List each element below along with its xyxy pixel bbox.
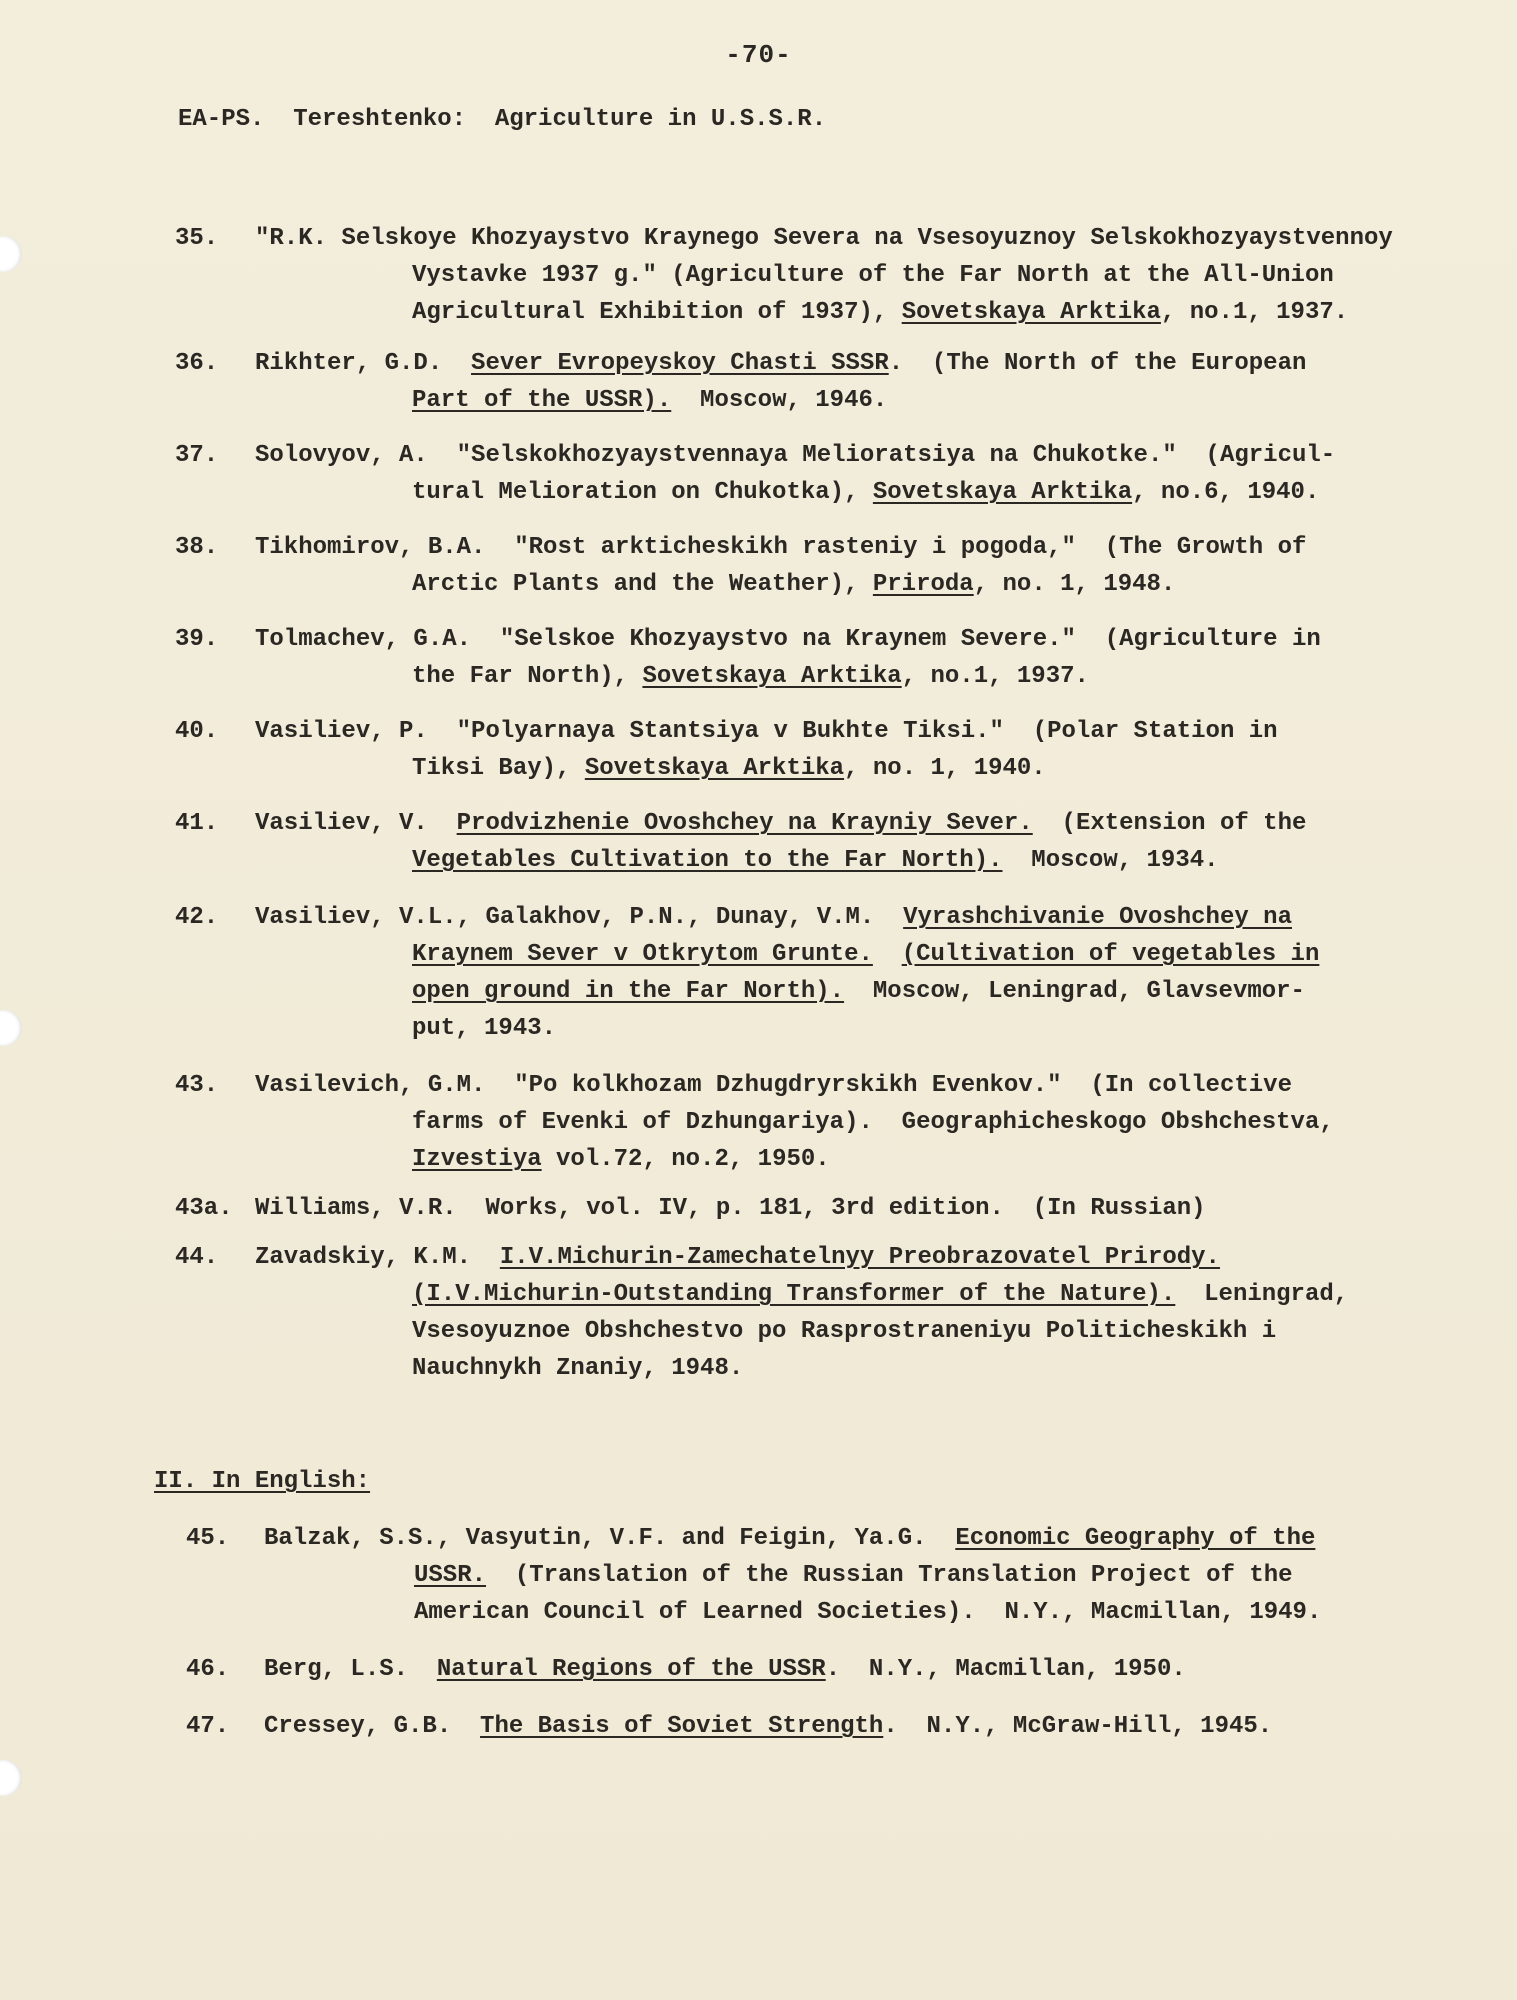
entry-number: 42. bbox=[175, 904, 219, 931]
text-segment: Tiksi Bay), bbox=[412, 755, 585, 782]
entry-text bbox=[264, 1651, 1464, 1688]
underlined-title: Sovetskaya Arktika bbox=[642, 663, 902, 690]
text-segment: Vasilevich, G.M. "Po kolkhozam Dzhugdryrskikh Evenkov." (In collective bbox=[255, 1072, 1292, 1099]
entry-number: 41. bbox=[175, 810, 219, 837]
underlined-title: Economic Geography of the bbox=[955, 1525, 1316, 1552]
entry-line bbox=[255, 382, 1455, 419]
entry-number: 43. bbox=[175, 1072, 219, 1099]
bibliography-entry bbox=[175, 713, 1475, 787]
entry-number: 39. bbox=[175, 626, 219, 653]
bibliography-entry bbox=[175, 1067, 1475, 1178]
entry-text bbox=[255, 220, 1455, 331]
bibliography-entry bbox=[186, 1651, 1486, 1688]
entry-number: 40. bbox=[175, 718, 219, 745]
text-segment: . N.Y., McGraw-Hill, 1945. bbox=[883, 1713, 1273, 1740]
bibliography-entry bbox=[175, 529, 1475, 603]
bibliography-entry bbox=[186, 1708, 1486, 1745]
entry-line bbox=[255, 437, 1455, 474]
entry-text bbox=[255, 1239, 1455, 1387]
punch-hole bbox=[0, 1760, 22, 1796]
entry-line bbox=[255, 1239, 1455, 1276]
entry-line bbox=[255, 973, 1455, 1010]
entry-text bbox=[255, 713, 1455, 787]
underlined-title: I.V.Michurin-Zamechatelnyy Preobrazovatel Prirody. bbox=[499, 1244, 1220, 1271]
entry-line bbox=[255, 713, 1455, 750]
text-segment bbox=[873, 941, 902, 968]
entry-number: 45. bbox=[186, 1525, 230, 1552]
text-segment: . N.Y., Macmillan, 1950. bbox=[825, 1656, 1186, 1683]
text-segment: Moscow, Leningrad, Glavsevmor- bbox=[844, 978, 1305, 1005]
text-segment: Nauchnykh Znaniy, 1948. bbox=[412, 1355, 744, 1382]
entry-line bbox=[255, 658, 1455, 695]
entry-line bbox=[255, 1190, 1455, 1227]
underlined-title: (I.V.Michurin-Outstanding Transformer of the Nature). bbox=[412, 1281, 1176, 1308]
entry-line bbox=[255, 805, 1455, 842]
entry-line bbox=[255, 1010, 1455, 1047]
underlined-title: Sovetskaya Arktika bbox=[584, 755, 845, 782]
text-segment: (Translation of the Russian Translation Project of the bbox=[486, 1562, 1293, 1589]
text-segment: . (The North of the European bbox=[888, 350, 1307, 377]
text-segment: vol.72, no.2, 1950. bbox=[541, 1146, 830, 1173]
entry-line bbox=[264, 1520, 1464, 1557]
entry-text bbox=[255, 1190, 1455, 1227]
entry-line bbox=[255, 621, 1455, 658]
entry-line bbox=[255, 345, 1455, 382]
underlined-title: Vyrashchivanie Ovoshchey na bbox=[903, 904, 1292, 931]
underlined-title: open ground in the Far North). bbox=[412, 978, 845, 1005]
english-bibliography-list bbox=[186, 1520, 1486, 1745]
bibliography-entry bbox=[175, 899, 1475, 1047]
bibliography-entry bbox=[175, 220, 1475, 331]
entry-line bbox=[255, 257, 1455, 294]
punch-hole bbox=[0, 1010, 22, 1046]
entry-text bbox=[255, 621, 1455, 695]
entry-line bbox=[255, 1141, 1455, 1178]
entry-line bbox=[255, 1313, 1455, 1350]
entry-line bbox=[255, 1067, 1455, 1104]
text-segment: Moscow, 1946. bbox=[671, 387, 888, 414]
entry-number: 37. bbox=[175, 442, 219, 469]
entry-number: 35. bbox=[175, 225, 219, 252]
underlined-title: Sever Evropeyskoy Chasti SSSR bbox=[471, 350, 889, 377]
text-segment: Agricultural Exhibition of 1937), bbox=[412, 299, 902, 326]
russian-bibliography-list bbox=[175, 220, 1475, 1387]
underlined-title: Kraynem Sever v Otkrytom Grunte. bbox=[412, 941, 873, 968]
underlined-title: Priroda bbox=[872, 571, 974, 598]
text-segment: , no.1, 1937. bbox=[1160, 299, 1349, 326]
entry-line bbox=[255, 899, 1455, 936]
entry-text bbox=[255, 899, 1455, 1047]
entry-line bbox=[255, 1276, 1455, 1313]
bibliography-entry bbox=[175, 1190, 1475, 1227]
text-segment: Vasiliev, V.L., Galakhov, P.N., Dunay, V.M. bbox=[255, 904, 904, 931]
text-segment: Vasiliev, V. bbox=[255, 810, 457, 837]
text-segment: (Extension of the bbox=[1032, 810, 1307, 837]
entry-line bbox=[255, 474, 1455, 511]
bibliography-entry bbox=[175, 1239, 1475, 1387]
page-number: -70- bbox=[725, 40, 792, 70]
underlined-title: (Cultivation of vegetables in bbox=[901, 941, 1320, 968]
entry-line bbox=[264, 1594, 1464, 1631]
text-segment: , no.6, 1940. bbox=[1132, 479, 1320, 506]
text-segment: Tolmachev, G.A. "Selskoe Khozyaystvo na Kraynem Severe." (Agriculture in bbox=[255, 626, 1321, 653]
entry-number: 43a. bbox=[175, 1195, 233, 1222]
underlined-title: Part of the USSR). bbox=[412, 387, 672, 414]
bibliography-entry bbox=[175, 621, 1475, 695]
entry-number: 46. bbox=[186, 1656, 230, 1683]
bibliography-entry bbox=[186, 1520, 1486, 1631]
text-segment: the Far North), bbox=[412, 663, 643, 690]
text-segment: American Council of Learned Societies). N.Y., Macmillan, 1949. bbox=[414, 1599, 1322, 1626]
entry-text bbox=[255, 437, 1455, 511]
text-segment: farms of Evenki of Dzhungariya). Geographicheskogo Obshchestva, bbox=[412, 1109, 1334, 1136]
text-segment: tural Melioration on Chukotka), bbox=[412, 479, 873, 506]
entry-text bbox=[255, 805, 1455, 879]
entry-line bbox=[264, 1651, 1464, 1688]
entry-line bbox=[264, 1557, 1464, 1594]
bibliography-entry bbox=[175, 805, 1475, 879]
underlined-title: Sovetskaya Arktika bbox=[901, 299, 1161, 326]
entry-line bbox=[255, 1350, 1455, 1387]
text-segment: , no. 1, 1948. bbox=[973, 571, 1176, 598]
entry-line bbox=[255, 750, 1455, 787]
entry-text bbox=[255, 529, 1455, 603]
entry-number: 44. bbox=[175, 1244, 219, 1271]
entry-text bbox=[255, 345, 1455, 419]
text-segment: put, 1943. bbox=[412, 1015, 557, 1042]
text-segment: Zavadskiy, K.M. bbox=[255, 1244, 500, 1271]
entry-line bbox=[255, 294, 1455, 331]
section-heading: II. In English: bbox=[154, 1468, 371, 1495]
entry-line bbox=[255, 842, 1455, 879]
text-segment: Balzak, S.S., Vasyutin, V.F. and Feigin, Ya.G. bbox=[264, 1525, 956, 1552]
text-segment: "R.K. Selskoye Khozyaystvo Kraynego Severa na Vsesoyuznoy Selskokhozyaystvennoy bbox=[255, 225, 1393, 252]
text-segment: Williams, V.R. Works, vol. IV, p. 181, 3rd edition. (In Russian) bbox=[255, 1195, 1206, 1222]
text-segment: Vasiliev, P. "Polyarnaya Stantsiya v Bukhte Tiksi." (Polar Station in bbox=[255, 718, 1278, 745]
underlined-title: The Basis of Soviet Strength bbox=[480, 1713, 884, 1740]
text-segment: Arctic Plants and the Weather), bbox=[412, 571, 873, 598]
bibliography-entry bbox=[175, 345, 1475, 419]
running-header: EA-PS. Tereshtenko: Agriculture in U.S.S.R. bbox=[178, 106, 827, 133]
text-segment: Solovyov, A. "Selskokhozyaystvennaya Melioratsiya na Chukotke." (Agricul- bbox=[255, 442, 1336, 469]
underlined-title: Vegetables Cultivation to the Far North). bbox=[412, 847, 1003, 874]
entry-number: 38. bbox=[175, 534, 219, 561]
text-segment: Cressey, G.B. bbox=[264, 1713, 481, 1740]
text-segment: Vsesoyuznoe Obshchestvo po Rasprostraneniyu Politicheskikh i bbox=[412, 1318, 1277, 1345]
entry-line bbox=[255, 220, 1455, 257]
text-segment: Leningrad, bbox=[1175, 1281, 1349, 1308]
bibliography-entry bbox=[175, 437, 1475, 511]
entry-line bbox=[255, 1104, 1455, 1141]
text-segment: Moscow, 1934. bbox=[1002, 847, 1219, 874]
text-segment: Rikhter, G.D. bbox=[255, 350, 472, 377]
entry-text bbox=[255, 1067, 1455, 1178]
underlined-title: USSR. bbox=[414, 1562, 487, 1589]
entry-line bbox=[255, 529, 1455, 566]
text-segment: , no.1, 1937. bbox=[901, 663, 1089, 690]
entry-line bbox=[255, 566, 1455, 603]
underlined-title: Sovetskaya Arktika bbox=[872, 479, 1133, 506]
text-segment: , no. 1, 1940. bbox=[844, 755, 1046, 782]
entry-number: 36. bbox=[175, 350, 219, 377]
entry-text bbox=[264, 1520, 1464, 1631]
underlined-title: Natural Regions of the USSR bbox=[436, 1656, 826, 1683]
entry-text bbox=[264, 1708, 1464, 1745]
entry-number: 47. bbox=[186, 1713, 230, 1740]
punch-hole bbox=[0, 236, 22, 272]
entry-line bbox=[264, 1708, 1464, 1745]
underlined-title: Prodvizhenie Ovoshchey na Krayniy Sever. bbox=[456, 810, 1033, 837]
entry-line bbox=[255, 936, 1455, 973]
text-segment: Vystavke 1937 g." (Agriculture of the Far North at the All-Union bbox=[412, 262, 1334, 289]
text-segment: Berg, L.S. bbox=[264, 1656, 437, 1683]
text-segment: Tikhomirov, B.A. "Rost arkticheskikh rasteniy i pogoda," (The Growth of bbox=[255, 534, 1307, 561]
underlined-title: Izvestiya bbox=[412, 1146, 542, 1173]
